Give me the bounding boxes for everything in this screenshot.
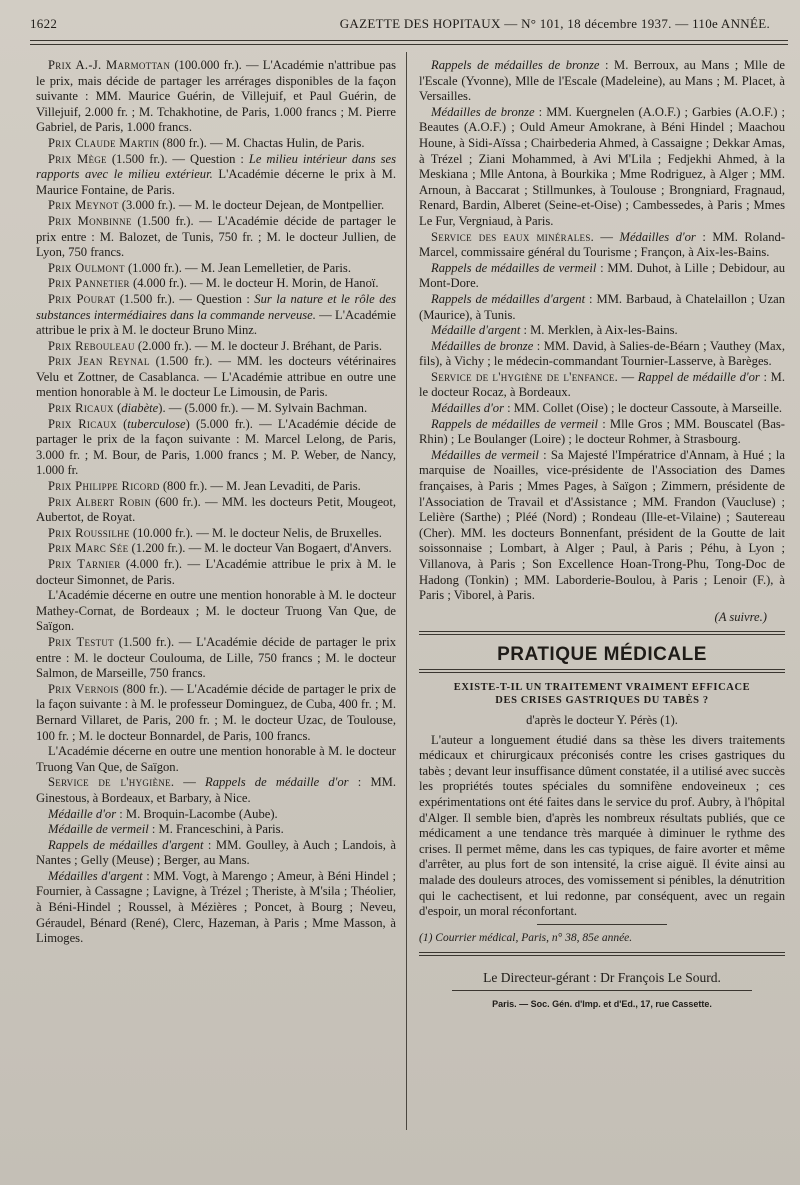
left-entry-text: (1.500 fr.). — Question : bbox=[106, 151, 249, 166]
article-title-line-2: DES CRISES GASTRIQUES DU TABÈS ? bbox=[495, 694, 709, 706]
right-entry bbox=[419, 448, 785, 604]
footer-rule bbox=[419, 952, 785, 956]
right-entry bbox=[419, 323, 785, 339]
left-entry bbox=[36, 775, 396, 806]
left-entry-after: : MM. Ginestous, à Bordeaux, et Barbary, à Nice. bbox=[36, 775, 396, 805]
left-entry-prize: Prix Pourat bbox=[48, 291, 116, 306]
article-body: L'auteur a longuement étudié dans sa thèse les divers traitements médicaux et chirurgicaux préconisés contre les crises gastriques du tabès ; devant leur insuffisance dûment constatée, il a utilisé avec succès les propriétés toutes spéciales du somnifène endoveineux ; ces expérimentations ont été faites dans le service du prof. Aubry, à l'hôpital d'Alger. Il semble bien, d'après les nombreux résultats publiés, que ce médicament a une tendance très marquée à diminuer le rythme des crises. Il permet même, dans les cas typiques, de faire avorter et même d'arrêter, au plus fort de son intensité, la crise aiguë. Il évite ainsi au malade des douleurs atroces, des vomissement si pénibles, la dénutrition qui le cachectisent, et lui redonne, par conséquent, avec un regain d'espoir, un moral réconfortant. bbox=[419, 732, 785, 919]
right-entry-after: : Mlle Gros ; MM. Bouscatel (Bas-Rhin) ; Le Boulanger (Loire) ; le docteur Rohmer, à Strasbourg. bbox=[419, 416, 786, 447]
left-entry bbox=[36, 354, 396, 401]
left-entry-text: ( bbox=[113, 401, 122, 416]
right-entry-italic: Médailles de bronze bbox=[431, 338, 534, 353]
left-entry-prize: Service de l'hygiène bbox=[48, 775, 171, 790]
section-rule bbox=[419, 631, 785, 635]
right-entry bbox=[419, 261, 785, 292]
left-entry-text: ( bbox=[116, 416, 128, 431]
left-entry-text: (800 fr.). — L'Académie décide de partager le prix de la façon suivante : à M. le professeur Dominguez, de Cuba, 400 fr. ; M. Bernard Villaret, de Paris, 200 fr. ; M. le docteur Uzac, de Toulouse, 100 fr. ; M. le docteur Bonnardel, de Paris, 100 francs. bbox=[36, 681, 396, 743]
right-entry-after: : M. Merklen, à Aix-les-Bains. bbox=[520, 323, 678, 338]
left-entry-after: ) (5.000 fr.). — L'Académie décide de partager le prix de la façon suivante : M. Marcel Lelong, de Paris, 3.000 fr. ; M. Bour, de Paris, 1.000 francs ; M. P. Weber, de Nancy, 1.000 fr. bbox=[36, 416, 396, 478]
left-entry-after: : M. Franceschini, à Paris. bbox=[148, 822, 284, 837]
column-divider bbox=[406, 52, 407, 1130]
right-entry-after: : MM. Collet (Oise) ; le docteur Cassoute, à Marseille. bbox=[504, 401, 783, 416]
left-entry bbox=[36, 588, 396, 635]
left-entry bbox=[36, 198, 396, 214]
left-entry bbox=[36, 682, 396, 744]
left-entry bbox=[36, 339, 396, 355]
left-entry-prize: Prix Rebouleau bbox=[48, 338, 135, 353]
left-column bbox=[36, 58, 396, 947]
left-entry-text: (1.500 fr.). — Question : bbox=[115, 291, 255, 306]
left-entry-text: (2.000 fr.). — M. le docteur J. Bréhant, de Paris. bbox=[134, 338, 383, 353]
right-entry bbox=[419, 230, 785, 261]
right-entry-after: : MM. Duhot, à Lille ; Debidour, au Mont-Dore. bbox=[419, 260, 786, 291]
left-entry-text: (600 fr.). — MM. les docteurs Petit, Mougeot, Aubertot, de Royat. bbox=[36, 494, 396, 525]
left-entry bbox=[36, 152, 396, 199]
left-entry-prize: Prix Tarnier bbox=[48, 557, 121, 571]
left-entry-after: ). — (5.000 fr.). — M. Sylvain Bachman. bbox=[158, 401, 368, 416]
left-entry-italic: Médailles d'argent bbox=[48, 868, 143, 883]
left-entry-prize: Prix Albert Robin bbox=[48, 494, 151, 509]
left-entry bbox=[36, 292, 396, 339]
right-entry-italic: Rappels de médailles de vermeil bbox=[431, 416, 599, 431]
left-entry-prize: Prix Oulmont bbox=[48, 260, 125, 275]
right-entry-after: : MM. Roland-Marcel, commissaire général du Tourisme ; Françon, à Aix-les-Bains. bbox=[419, 229, 786, 260]
left-entry-prize: Prix Vernois bbox=[48, 681, 119, 696]
right-entry-italic: Médailles de bronze bbox=[431, 104, 535, 119]
to-be-continued: (A suivre.) bbox=[714, 609, 767, 624]
left-entry bbox=[36, 479, 396, 495]
right-entry bbox=[419, 292, 785, 323]
left-entry bbox=[36, 822, 396, 838]
left-entry-text: (3.000 fr.). — M. le docteur Dejean, de Montpellier. bbox=[118, 198, 385, 213]
left-entry-after: : M. Broquin-Lacombe (Aube). bbox=[116, 806, 278, 821]
right-entry bbox=[419, 105, 785, 230]
left-entry bbox=[36, 261, 396, 277]
left-entry-prize: Prix Ricaux bbox=[48, 416, 117, 431]
page-header bbox=[30, 10, 780, 34]
section-rule-2 bbox=[419, 669, 785, 673]
left-entry-after: : MM. Goulley, à Auch ; Landois, à Nantes ; Gelly (Meuse) ; Berger, au Mans. bbox=[36, 837, 396, 868]
right-entry-after: : MM. Barbaud, à Chatelaillon ; Uzan (Maurice), à Tunis. bbox=[419, 291, 786, 322]
left-entry bbox=[36, 495, 396, 526]
left-entry-text: (800 fr.). — M. Chactas Hulin, de Paris. bbox=[159, 135, 365, 150]
running-title: GAZETTE DES HOPITAUX — N° 101, 18 décembre 1937. — 110e ANNÉE. bbox=[339, 16, 770, 31]
left-entry-prize: Prix Philippe Ricord bbox=[48, 479, 160, 494]
right-entry-italic: Rappels de médailles d'argent bbox=[431, 291, 586, 306]
left-entry bbox=[36, 58, 396, 136]
left-entry-italic: Rappels de médaille d'or bbox=[205, 775, 349, 790]
right-column bbox=[419, 58, 785, 1012]
left-entry bbox=[36, 136, 396, 152]
left-entry bbox=[36, 744, 396, 775]
left-entry-prize: Prix Mège bbox=[48, 151, 107, 166]
right-entry-prize: Service des eaux minérales bbox=[431, 229, 591, 244]
left-entry bbox=[36, 838, 396, 869]
left-entry-prize: Prix Marc Sée bbox=[48, 541, 129, 556]
left-entry bbox=[36, 541, 396, 557]
left-entry-text: (800 fr.). — M. Jean Levaditi, de Paris. bbox=[159, 479, 361, 494]
left-entry-prize: Prix Jean Reynal bbox=[48, 354, 150, 369]
left-entry-text: (1.500 fr.). — L'Académie décide de partager le prix entre : M. Balozet, de Tunis, 750 fr. ; M. le docteur Jullien, de Lyon, 750 francs. bbox=[36, 213, 397, 260]
left-entry-prize: Prix Claude Martin bbox=[48, 135, 160, 150]
left-entry-italic: Médaille d'or bbox=[48, 806, 117, 821]
left-entry bbox=[36, 635, 396, 682]
left-entry-italic: Sur la nature et le rôle des substances intermédiaires dans la commande nerveuse. bbox=[36, 291, 396, 322]
left-entry-text: (4.000 fr.). — M. le docteur H. Morin, de Hanoï. bbox=[129, 276, 379, 291]
left-entry bbox=[36, 557, 396, 588]
right-entry-after: : M. Berroux, au Mans ; Mlle de l'Escale (Yvonne), Mlle de l'Escale (Madeleine), au Mans ; M. Placet, à Versailles. bbox=[419, 58, 785, 104]
left-entry-text: (10.000 fr.). — M. le docteur Nelis, de Bruxelles. bbox=[129, 525, 382, 540]
right-entry-prize: Service de l'hygiène de l'enfance bbox=[431, 369, 615, 384]
right-entry bbox=[419, 370, 785, 401]
right-entry-italic: Rappels de médailles de bronze bbox=[431, 58, 600, 72]
right-entry-italic: Médaille d'argent bbox=[431, 323, 521, 338]
left-entry-italic: Médaille de vermeil bbox=[48, 822, 149, 837]
right-column-entries bbox=[419, 58, 785, 604]
imprint: Paris. — Soc. Gén. d'Imp. et d'Ed., 17, rue Cassette. bbox=[492, 998, 712, 1009]
left-entry-after: L'Académie décerne le prix à M. Maurice Fontaine, de Paris. bbox=[36, 167, 396, 197]
left-entry-prize: Prix Roussilhe bbox=[48, 525, 130, 540]
left-entry bbox=[36, 807, 396, 823]
right-entry bbox=[419, 339, 785, 370]
left-entry bbox=[36, 526, 396, 542]
right-entry-italic: Rappels de médailles de vermeil bbox=[431, 260, 597, 275]
left-entry-prize: Prix A.-J. Marmottan bbox=[48, 58, 171, 72]
left-entry-prize: Prix Pannetier bbox=[48, 276, 130, 291]
article-title bbox=[419, 681, 785, 707]
right-entry bbox=[419, 401, 785, 417]
left-entry-italic: Rappels de médailles d'argent bbox=[48, 837, 204, 852]
right-entry-text: . — bbox=[590, 229, 620, 244]
left-entry bbox=[36, 401, 396, 417]
left-entry-italic: Le milieu intérieur dans ses rapports avec le milieu extérieur. bbox=[36, 151, 397, 182]
right-entry-italic: Rappel de médaille d'or bbox=[637, 369, 760, 384]
left-entry-text: (1.500 fr.). — L'Académie décide de partager le prix entre : M. le docteur Coulouma, de Lille, 750 francs ; M. le docteur Salmon, de Marseille, 750 francs. bbox=[36, 634, 396, 681]
left-entry bbox=[36, 214, 396, 261]
left-entry-prize: Prix Meynot bbox=[48, 198, 119, 213]
imprint-rule bbox=[452, 990, 752, 991]
header-rule-top bbox=[30, 40, 788, 41]
header-rule-bottom bbox=[30, 44, 788, 45]
left-entry-after: : MM. Vogt, à Marengo ; Ameur, à Béni Hindel ; Fournier, à Cassagne ; Lavigne, à Trézel ; Theriste, à M'sila ; Théolier, à Béni-Hindel ; Roussel, à Mézières ; Poncet, à Bourg ; Neveu, Géraudel, Bénard (René), Clerc, Hazeman, à Paris ; Mme Masson, à Limoges. bbox=[36, 868, 397, 946]
left-entry-text: (1.000 fr.). — M. Jean Lemelletier, de Paris. bbox=[124, 260, 351, 275]
right-entry-text: . — bbox=[614, 369, 638, 384]
left-entry bbox=[36, 869, 396, 947]
right-entry-italic: Médailles de vermeil bbox=[431, 447, 539, 462]
left-entry-italic: tuberculose bbox=[127, 416, 186, 431]
left-entry-text: (100.000 fr.). — L'Académie n'attribue pas le prix, mais décide de partager les arrérages disponibles de la façon suivante : MM. Maurice Guérin, de Villejuif, et Paul Guérin, de Villejuif, 2.000 fr. ; M. Tchakhotine, de Paris, 1.000 francs ; M. Pierre Gabriel, de Paris, 1.000 francs. bbox=[36, 58, 396, 135]
left-entry bbox=[36, 276, 396, 292]
section-title: PRATIQUE MÉDICALE bbox=[497, 644, 707, 666]
left-entry-italic: diabète bbox=[121, 401, 159, 416]
right-entry bbox=[419, 417, 785, 448]
left-entry-prize: Prix Ricaux bbox=[48, 401, 114, 416]
left-entry-text: L'Académie décerne en outre une mention honorable à M. le docteur Truong Van Que, de Saïgon. bbox=[36, 744, 396, 774]
right-entry-italic: Médailles d'or bbox=[431, 401, 504, 416]
right-entry bbox=[419, 58, 785, 105]
left-entry-text: (1.200 fr.). — M. le docteur Van Bogaert, d'Anvers. bbox=[128, 541, 392, 556]
left-entry-prize: Prix Testut bbox=[48, 634, 114, 649]
left-entry-text: . — bbox=[170, 775, 206, 790]
right-entry-after: : M. le docteur Rocaz, à Bordeaux. bbox=[419, 369, 785, 400]
left-entry-text: (4.000 fr.). — L'Académie attribue le prix à M. le docteur Simonnet, de Paris. bbox=[36, 557, 396, 587]
footnote-rule bbox=[537, 924, 667, 925]
left-entry-prize: Prix Monbinne bbox=[48, 213, 132, 228]
page-number: 1622 bbox=[30, 16, 58, 31]
right-entry-after: : MM. Kuergnelen (A.O.F.) ; Garbies (A.O.F.) ; Beautes (A.O.F.) ; Ould Ameur Amokrane, à Béni Hindel ; Maachou Houne, à Sidi-Aïssa ; Chairbederia Ahmed, à Cassaigne ; Dekkar Amas, à Trézel ; Ziani Mohammed, à Avi M'Lila ; Fedjekhi Ahmed, à la Meskiana ; Mlle Antona, à Bourkika ; Mme Rodriguez, à Alger ; MM. Arnoun, à Baccarat ; Stillmunkes, à Toulouse ; Brongniard, Fragnaud, Renard, Bardin, Alberet (Seine-et-Oise) ; Cambessedes, à Paris ; Mmes Le Fur, Vergniaud, à Paris. bbox=[419, 104, 785, 228]
left-entry-after: — L'Académie attribue le prix à M. le docteur Bruno Minz. bbox=[36, 307, 397, 338]
left-entry-text: (1.500 fr.). — MM. les docteurs vétérinaires Velu et Zottner, de Casablanca. — L'Académie attribue en outre une mention honorable à M. le docteur Le Limousin, de Paris. bbox=[36, 354, 396, 400]
directeur-gerant: Le Directeur-gérant : Dr François Le Sourd. bbox=[483, 970, 721, 986]
article-title-line-1: EXISTE-T-IL UN TRAITEMENT VRAIMENT EFFICACE bbox=[453, 681, 751, 693]
article-byline: d'après le docteur Y. Pérès (1). bbox=[526, 712, 678, 727]
footnote: (1) Courrier médical, Paris, n° 38, 85e année. bbox=[419, 931, 633, 944]
right-entry-after: : MM. David, à Salies-de-Béarn ; Vauthey (Max, fils), à Vichy ; le médecin-commandant Tournier-Lasserve, à Barèges. bbox=[419, 338, 786, 369]
left-entry bbox=[36, 417, 396, 479]
right-entry-italic: Médailles d'or bbox=[619, 229, 696, 244]
right-entry-after: : Sa Majesté l'Impératrice d'Annam, à Hué ; la marquise de Noailles, vice-présidente de l'Association des Dames françaises, à Paris ; Mmes Pages, à Saïgon ; Zimmern, présidente de l'Association de Travail et d'Assistance ; MM. Frandon (Vaucluse) ; Lelière (Sarthe) ; Pléé (Nord) ; Rondeau (Ille-et-Vilaine) ; Sautereau (Cher). MM. les docteurs Bonnenfant, président de la Goutte de lait soissonnaise ; Lombart, à Alger ; Paul, à Paris ; Péhu, à Lyon ; Villanova, à Paris ; Son Excellence Hoan-Trong-Phu, Tong-Doc de Hadong (Tonkin) ; MM. Laborderie-Boulou, à Paris ; Lenoir (F.), à Paris ; Viborel, à Paris. bbox=[419, 447, 785, 603]
left-entry-text: L'Académie décerne en outre une mention honorable à M. le docteur Mathey-Cornat, de Bordeaux ; M. le docteur Truong Van Que, de Saïgon. bbox=[36, 588, 396, 634]
